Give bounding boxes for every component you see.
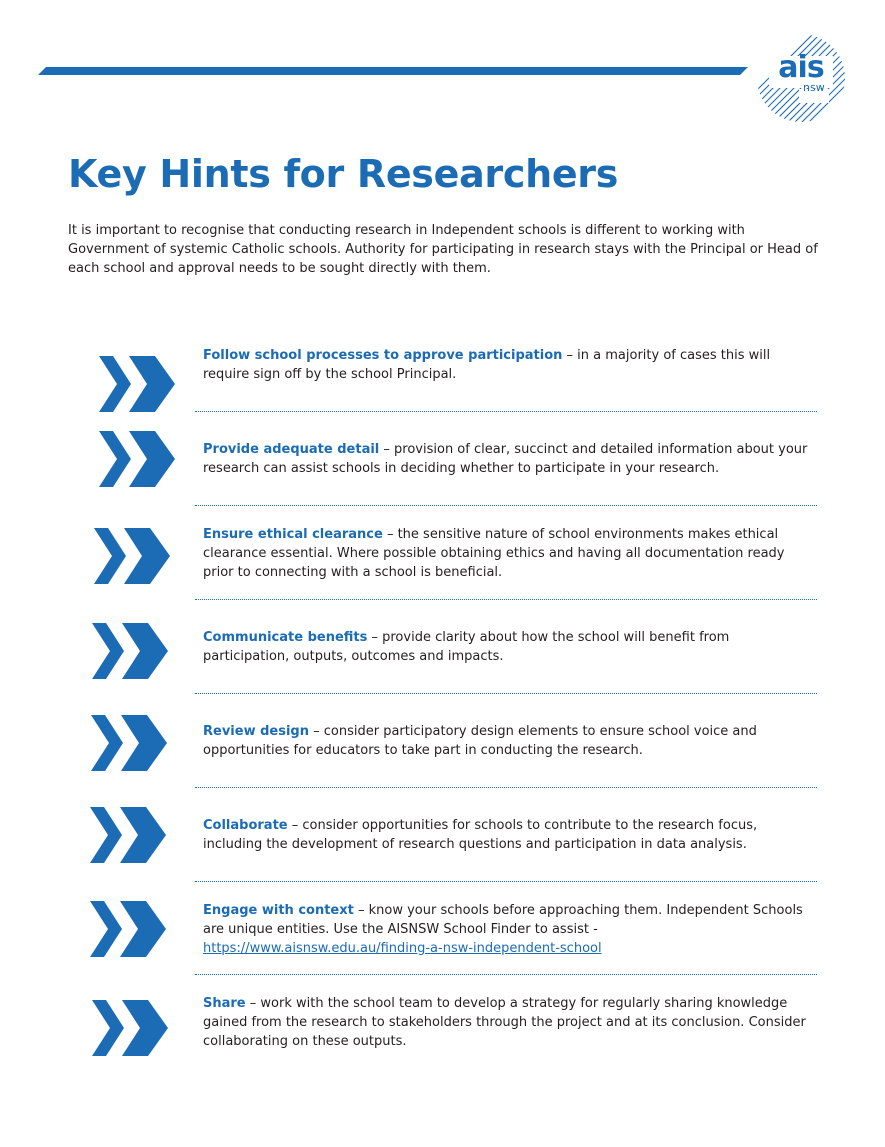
hint-text xyxy=(203,901,818,958)
hint-body: – provide clarity about how the school will benefit from participation, outputs, outcomes and impacts. xyxy=(203,630,730,664)
dotted-divider xyxy=(195,974,817,975)
double-chevron-icon xyxy=(90,807,166,863)
logo-wordmark: ais xyxy=(778,50,824,85)
hint-title: Follow school processes to approve participation xyxy=(203,348,563,363)
hint-title: Provide adequate detail xyxy=(203,442,380,457)
dotted-divider xyxy=(195,881,817,882)
hint-body: – the sensitive nature of school environments makes ethical clearance essential. Where possible obtaining ethics and having all documentation ready prior to connecting with a school is beneficial. xyxy=(203,527,785,580)
hint-body: – provision of clear, succinct and detailed information about your research can assist schools in deciding whether to participate in your research. xyxy=(203,442,808,476)
double-chevron-icon xyxy=(92,623,168,679)
hint-text xyxy=(203,816,818,854)
page-title: Key Hints for Researchers xyxy=(68,152,619,196)
hint-title: Collaborate xyxy=(203,818,288,833)
school-finder-link[interactable]: https://www.aisnsw.edu.au/finding-a-nsw-independent-school xyxy=(203,941,602,956)
hint-title: Review design xyxy=(203,724,309,739)
hint-body: – consider participatory design elements to ensure school voice and opportunities for educators to take part in conducting the research. xyxy=(203,724,757,758)
hint-text xyxy=(203,994,818,1051)
double-chevron-icon xyxy=(92,1000,168,1056)
hint-text xyxy=(203,440,818,478)
hint-title: Ensure ethical clearance xyxy=(203,527,383,542)
double-chevron-icon xyxy=(91,715,167,771)
double-chevron-icon xyxy=(90,901,166,957)
dotted-divider xyxy=(195,505,817,506)
ais-nsw-logo xyxy=(755,32,847,124)
hint-body: – work with the school team to develop a strategy for regularly sharing knowledge gained from the research to stakeholders through the project and at its conclusion. Consider collaborating on these outputs. xyxy=(203,996,806,1049)
hint-text xyxy=(203,722,818,760)
hint-text xyxy=(203,628,818,666)
double-chevron-icon xyxy=(99,431,175,487)
dotted-divider xyxy=(195,787,817,788)
logo-subtext: nsw xyxy=(803,81,825,94)
dotted-divider xyxy=(195,599,817,600)
intro-paragraph: It is important to recognise that conducting research in Independent schools is different to working with Government of systemic Catholic schools. Authority for participating in research stays with the Principal or Head of each school and approval needs to be sought directly with them. xyxy=(68,223,818,276)
hint-body: – know your schools before approaching them. Independent Schools are unique entities. Use the AISNSW School Finder to assist - xyxy=(203,903,803,937)
hint-text xyxy=(203,346,818,384)
dotted-divider xyxy=(195,693,817,694)
hint-title: Communicate benefits xyxy=(203,630,368,645)
header-bar xyxy=(38,67,748,75)
hint-body: – consider opportunities for schools to contribute to the research focus, including the development of research questions and participation in data analysis. xyxy=(203,818,758,852)
hint-text xyxy=(203,525,818,582)
dotted-divider xyxy=(195,411,817,412)
hint-body: – in a majority of cases this will require sign off by the school Principal. xyxy=(203,348,771,382)
double-chevron-icon xyxy=(94,528,170,584)
double-chevron-icon xyxy=(99,356,175,412)
hint-title: Share xyxy=(203,996,246,1011)
hint-title: Engage with context xyxy=(203,903,354,918)
